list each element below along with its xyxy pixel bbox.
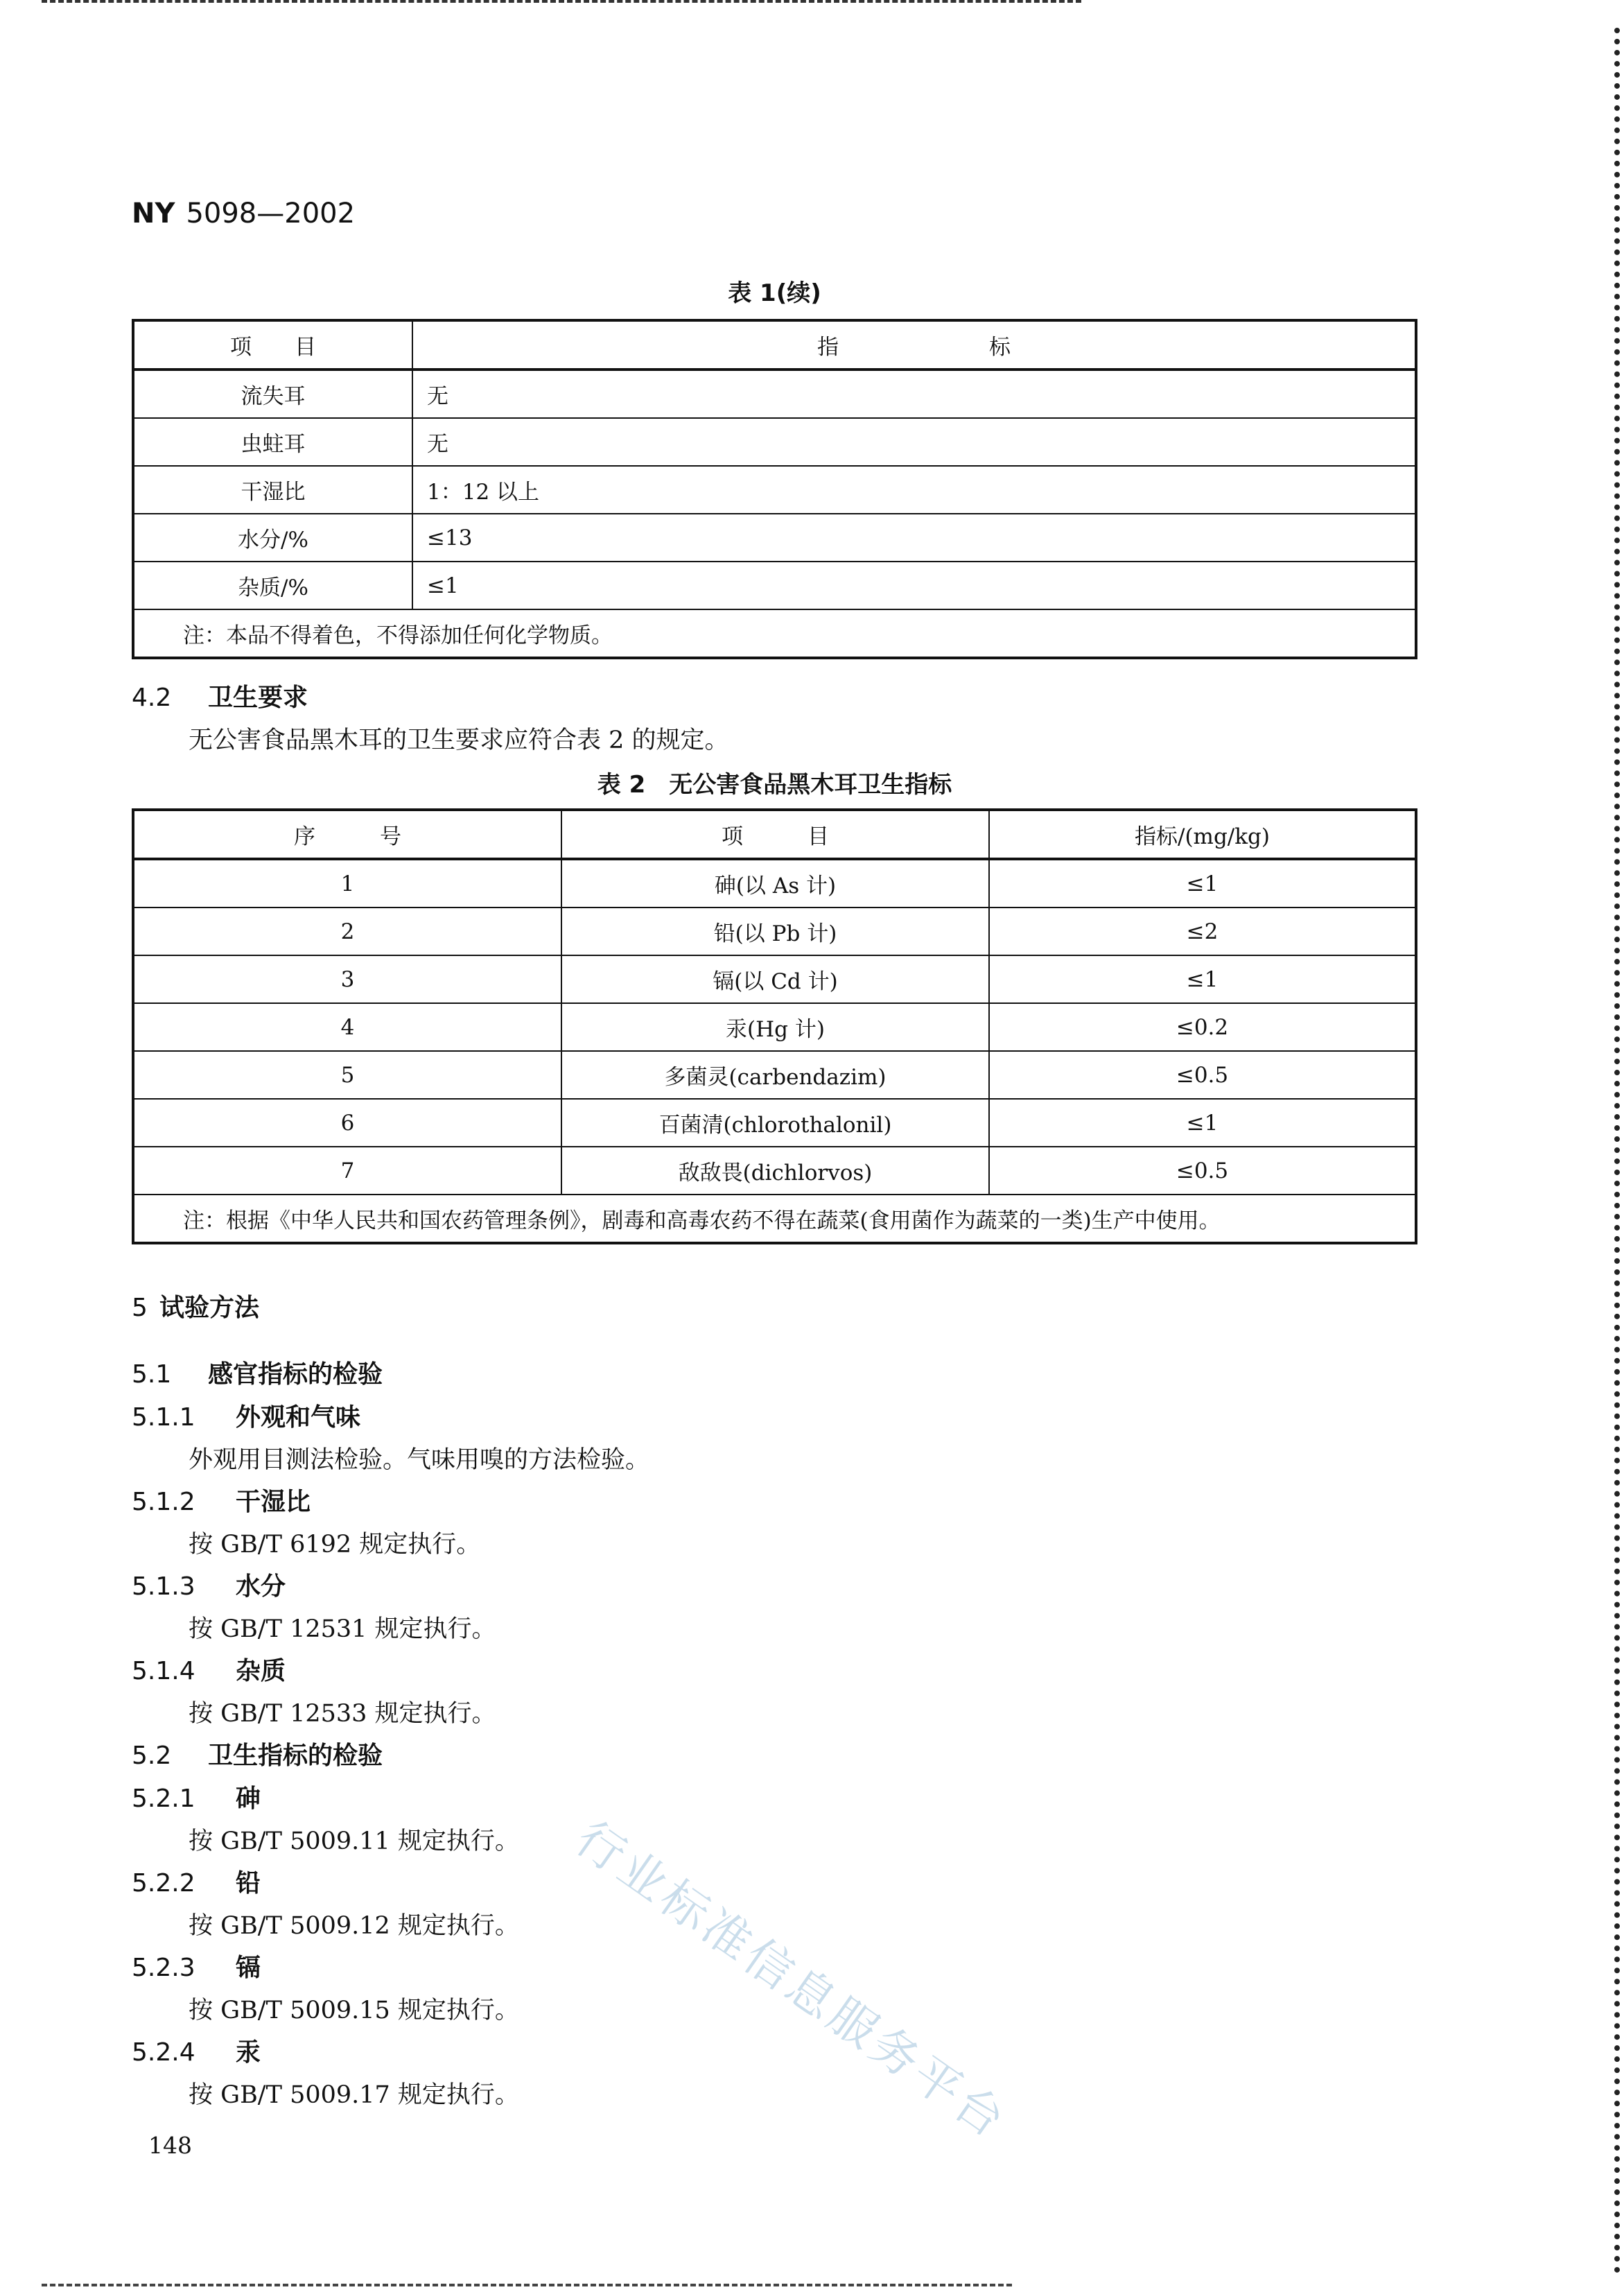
table-cell: ≤1 — [989, 859, 1416, 908]
table-cell: 无 — [412, 370, 1416, 418]
table-note-row — [133, 1195, 1416, 1243]
section-title: 铅 — [236, 1869, 261, 1898]
table-note-row — [133, 609, 1416, 658]
standard-prefix: NY — [132, 198, 175, 229]
scan-edge-top — [42, 0, 1081, 6]
table-cell: 杂质/% — [133, 562, 412, 609]
table-cell: 铅(以 Pb 计) — [561, 908, 989, 955]
table1-note: 注：本品不得着色，不得添加任何化学物质。 — [133, 609, 1416, 658]
section-heading-5-2 — [132, 1736, 383, 1771]
table-cell: ≤0.2 — [989, 1003, 1416, 1051]
table-cell: 1 — [133, 859, 561, 908]
section-title: 汞 — [236, 2038, 261, 2067]
section-heading-5-1-2 — [132, 1482, 311, 1518]
section-title: 砷 — [236, 1785, 261, 1813]
table-cell: ≤1 — [989, 1099, 1416, 1147]
table-cell: 虫蛀耳 — [133, 418, 412, 466]
table-cell: 2 — [133, 908, 561, 955]
section-5-2-3-text: 按 GB/T 5009.15 规定执行。 — [189, 1997, 519, 2024]
table-row — [133, 514, 1416, 562]
section-4-2-text: 无公害食品黑木耳的卫生要求应符合表 2 的规定。 — [189, 727, 729, 754]
section-title: 杂质 — [236, 1657, 286, 1685]
section-5-2-4-text: 按 GB/T 5009.17 规定执行。 — [189, 2081, 519, 2109]
table-cell: ≤1 — [412, 562, 1416, 609]
section-heading-5-2-4 — [132, 2033, 261, 2068]
table2-caption: 表 2 无公害食品黑木耳卫生指标 — [597, 771, 952, 799]
table-cell: ≤0.5 — [989, 1051, 1416, 1099]
section-title: 卫生指标的检验 — [208, 1742, 383, 1770]
table-cell: ≤1 — [989, 955, 1416, 1003]
standard-number: 5098—2002 — [186, 198, 356, 229]
standard-code — [132, 198, 355, 229]
section-title: 感官指标的检验 — [208, 1360, 383, 1389]
table-header-row — [133, 810, 1416, 859]
table-cell: 砷(以 As 计) — [561, 859, 989, 908]
section-number: 5.2.2 — [132, 1869, 195, 1898]
table-cell: 百菌清(chlorothalonil) — [561, 1099, 989, 1147]
table-header-cell: 指标/(mg/kg) — [989, 810, 1416, 859]
section-number: 5.2.3 — [132, 1954, 195, 1982]
table-header-cell: 项 目 — [561, 810, 989, 859]
table1 — [132, 319, 1417, 659]
table-header-row — [133, 320, 1416, 370]
section-5-1-3-text: 按 GB/T 12531 规定执行。 — [189, 1615, 496, 1643]
section-5-1-2-text: 按 GB/T 6192 规定执行。 — [189, 1531, 481, 1559]
table-cell: 7 — [133, 1147, 561, 1195]
table-cell: ≤2 — [989, 908, 1416, 955]
section-number: 5.2 — [132, 1742, 172, 1770]
section-5-1-4-text: 按 GB/T 12533 规定执行。 — [189, 1700, 496, 1728]
section-title: 水分 — [236, 1572, 286, 1601]
section-number: 5.1.1 — [132, 1403, 195, 1432]
table-cell: 干湿比 — [133, 466, 412, 514]
section-title: 试验方法 — [159, 1294, 260, 1322]
table-cell: 6 — [133, 1099, 561, 1147]
table-row — [133, 1099, 1416, 1147]
section-number: 5.2.1 — [132, 1785, 195, 1813]
section-heading-5-2-3 — [132, 1948, 261, 1983]
section-number: 4.2 — [132, 684, 172, 712]
table-row — [133, 955, 1416, 1003]
table-cell: 无 — [412, 418, 1416, 466]
table-cell: ≤13 — [412, 514, 1416, 562]
section-number: 5.1.4 — [132, 1657, 195, 1685]
table-cell: 汞(Hg 计) — [561, 1003, 989, 1051]
section-5-1-1-text: 外观用目测法检验。气味用嗅的方法检验。 — [189, 1446, 650, 1474]
table-cell: 水分/% — [133, 514, 412, 562]
table2 — [132, 808, 1417, 1244]
table-header-cell: 序 号 — [133, 810, 561, 859]
section-title: 镉 — [236, 1954, 261, 1982]
section-title: 干湿比 — [236, 1488, 311, 1516]
table-row — [133, 418, 1416, 466]
section-heading-5-1-4 — [132, 1651, 286, 1687]
section-5-2-1-text: 按 GB/T 5009.11 规定执行。 — [189, 1827, 519, 1855]
section-number: 5.1.2 — [132, 1488, 195, 1516]
section-5-2-2-text: 按 GB/T 5009.12 规定执行。 — [189, 1912, 519, 1940]
table-row — [133, 370, 1416, 418]
section-title: 外观和气味 — [236, 1403, 361, 1432]
table-cell: 敌敌畏(dichlorvos) — [561, 1147, 989, 1195]
section-number: 5.2.4 — [132, 2038, 195, 2067]
table-cell: 1：12 以上 — [412, 466, 1416, 514]
watermark: 行业标准信息服务平台 — [566, 1811, 1018, 2151]
section-heading-4-2 — [132, 678, 308, 713]
table-row — [133, 1051, 1416, 1099]
table-row — [133, 859, 1416, 908]
table-row — [133, 1147, 1416, 1195]
table-cell: 5 — [133, 1051, 561, 1099]
section-heading-5-1-3 — [132, 1567, 286, 1602]
table-header-cell: 指 标 — [412, 320, 1416, 370]
table-cell: 4 — [133, 1003, 561, 1051]
table-cell: 多菌灵(carbendazim) — [561, 1051, 989, 1099]
section-number: 5.1.3 — [132, 1572, 195, 1601]
section-number: 5 — [132, 1294, 148, 1322]
scan-edge-bottom — [42, 2284, 1012, 2289]
table-cell: ≤0.5 — [989, 1147, 1416, 1195]
table-row — [133, 1003, 1416, 1051]
table2-note: 注：根据《中华人民共和国农药管理条例》，剧毒和高毒农药不得在蔬菜(食用菌作为蔬菜的一类)生产中使用。 — [133, 1195, 1416, 1243]
scan-edge-right — [1606, 28, 1620, 2274]
section-number: 5.1 — [132, 1360, 172, 1389]
section-heading-5-1-1 — [132, 1398, 360, 1433]
page-number: 148 — [148, 2132, 192, 2159]
section-title: 卫生要求 — [208, 684, 308, 712]
table1-caption: 表 1(续) — [728, 279, 821, 307]
section-heading-5-2-1 — [132, 1779, 261, 1814]
table-row — [133, 908, 1416, 955]
table-cell: 镉(以 Cd 计) — [561, 955, 989, 1003]
table-cell: 3 — [133, 955, 561, 1003]
section-heading-5 — [132, 1288, 259, 1323]
table-header-cell: 项 目 — [133, 320, 412, 370]
table-row — [133, 466, 1416, 514]
table-cell: 流失耳 — [133, 370, 412, 418]
section-heading-5-1 — [132, 1355, 383, 1390]
section-heading-5-2-2 — [132, 1864, 261, 1899]
table-row — [133, 562, 1416, 609]
